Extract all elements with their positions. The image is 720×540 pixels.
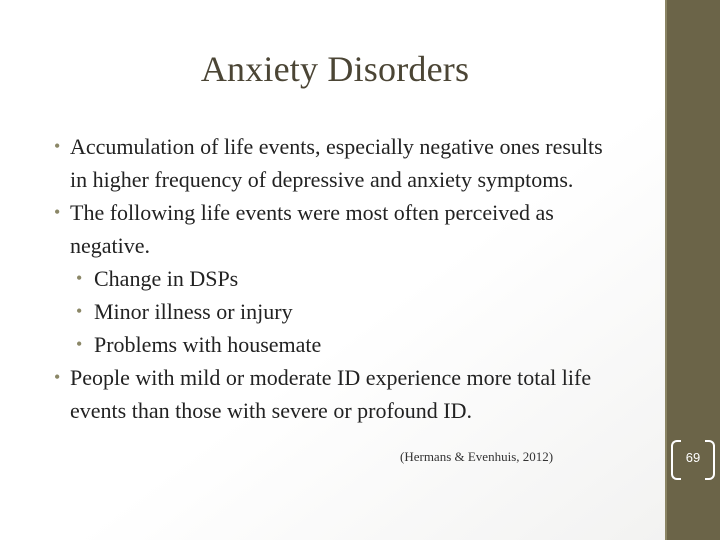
- bullet-list: [48, 130, 608, 427]
- page-number-badge: [671, 440, 715, 480]
- citation: (Hermans & Evenhuis, 2012): [400, 449, 554, 464]
- bullet-item: • Accumulation of life events, especially negative ones results in higher frequency of depressive and anxiety symptoms.: [48, 130, 608, 196]
- sub-bullet-item: • Change in DSPs: [48, 262, 608, 295]
- slide-title: Anxiety Disorders: [200, 49, 470, 89]
- sub-bullet-item: • Problems with housemate: [48, 328, 608, 361]
- page-number: 69: [685, 450, 701, 465]
- bullet-item: • The following life events were most often perceived as negative.: [48, 196, 608, 262]
- sub-bullet-item: • Minor illness or injury: [48, 295, 608, 328]
- bullet-item: • People with mild or moderate ID experience more total life events than those with severe or profound ID.: [48, 361, 608, 427]
